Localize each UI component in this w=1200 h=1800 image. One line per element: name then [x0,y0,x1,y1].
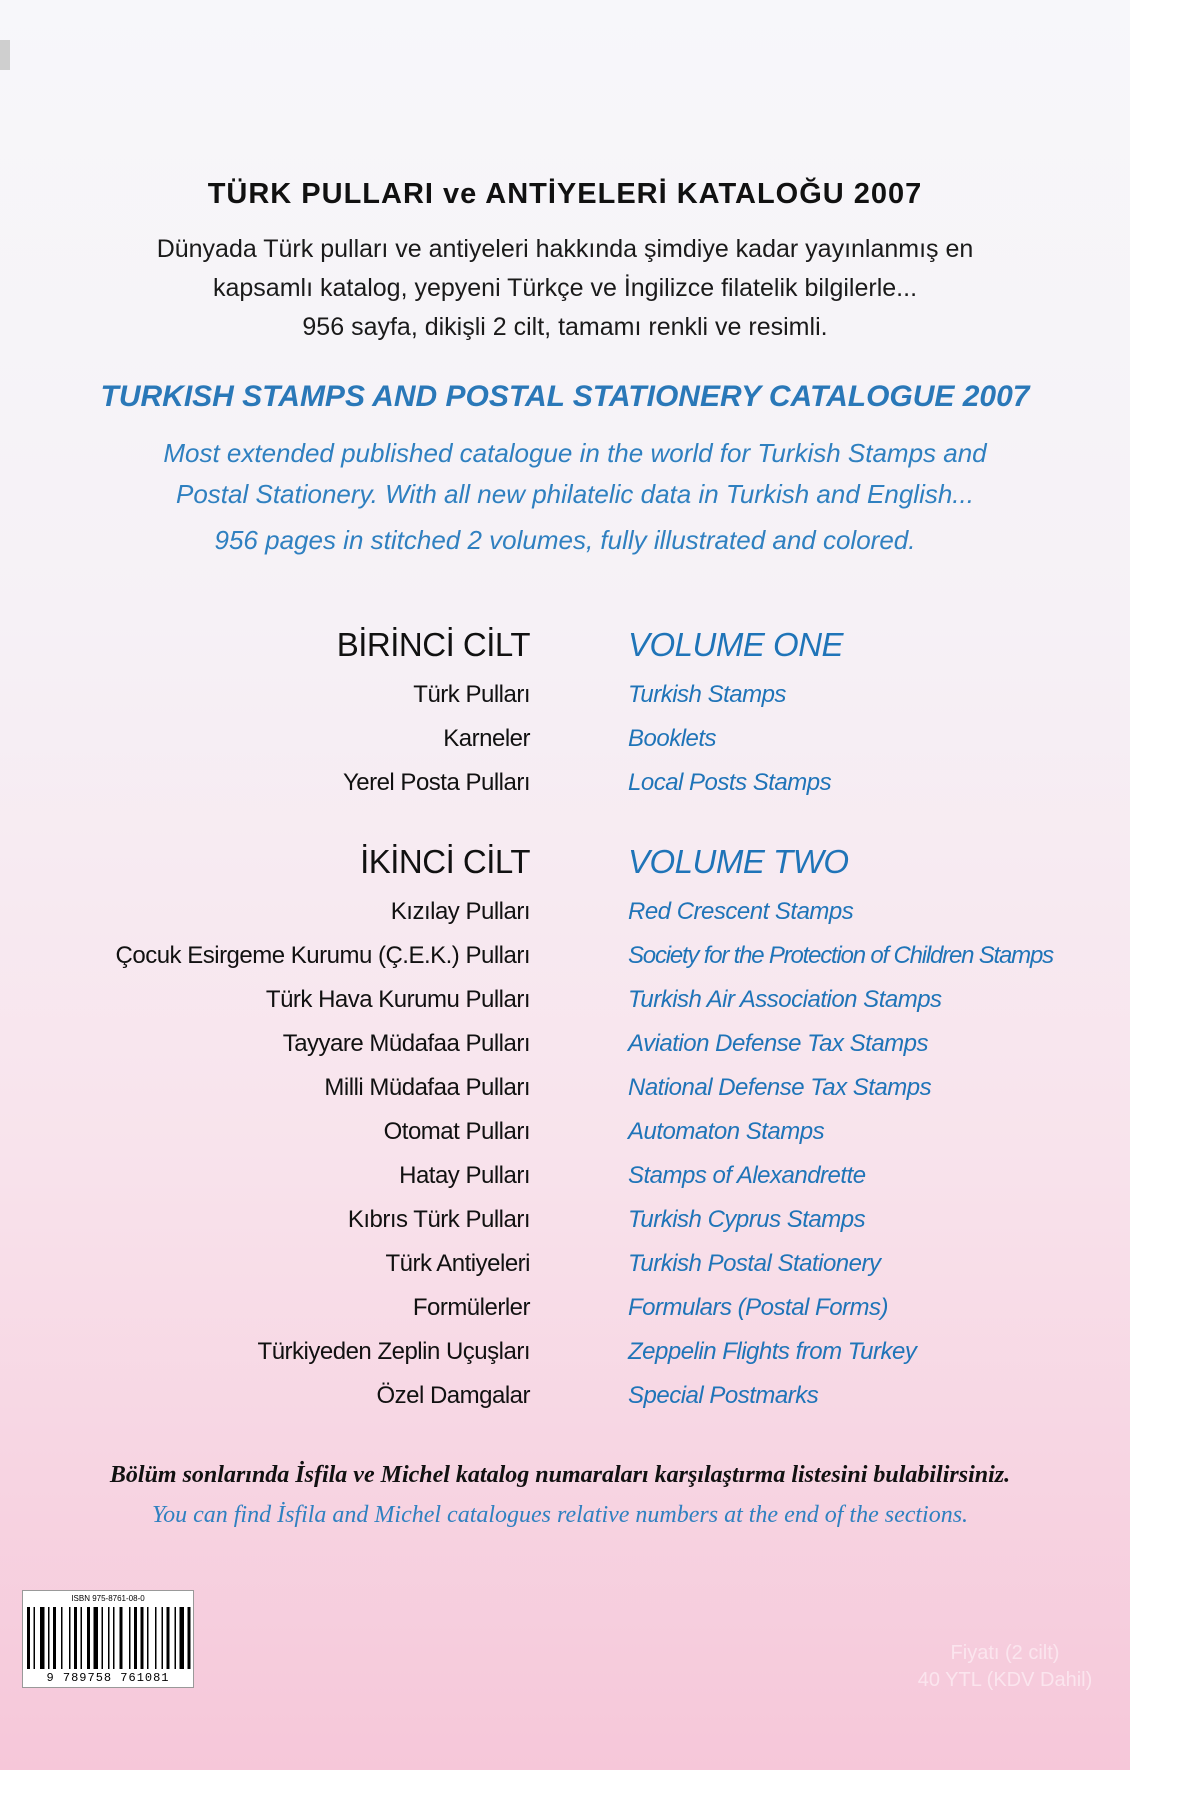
turkish-title: TÜRK PULLARI ve ANTİYELERİ KATALOĞU 2007 [207,178,923,210]
volume-one-heading-tr: BİRİNCİ CİLT [336,626,530,663]
volume-two-item-tr: Kızılay Pulları [390,898,530,925]
volume-two-item-tr: Türk Hava Kurumu Pulları [265,986,530,1013]
price-line: Fiyatı (2 cilt) [950,1642,1060,1664]
volume-two-item-tr: Milli Müdafaa Pulları [324,1074,530,1101]
isbn-number: ISBN 975-8761-08-0 [71,1594,145,1603]
footer-note-en: You can find İsfila and Michel catalogues relative numbers at the end of the sections. [151,1502,969,1528]
volume-two-item-en: Formulars (Postal Forms) [628,1294,889,1321]
volume-one-heading-en: VOLUME ONE [628,626,844,663]
barcode-digits: 9 789758 761081 [46,1671,170,1685]
volume-one-item-tr: Türk Pulları [413,681,530,708]
english-description-line: Most extended published catalogue in the world for Turkish Stamps and [163,438,987,468]
volume-two-item-en: Society for the Protection of Children Stamps [628,942,1053,969]
volume-one-item-en: Turkish Stamps [628,681,786,708]
volume-two-item-tr: Formülerler [412,1294,530,1321]
english-page-count: 956 pages in stitched 2 volumes, fully illustrated and colored. [214,525,916,555]
turkish-description-line: Dünyada Türk pulları ve antiyeleri hakkında şimdiye kadar yayınlanmış en [156,235,974,263]
english-description [100,433,1050,515]
volume-two-item-en: National Defense Tax Stamps [628,1074,932,1101]
barcode-bars-icon [25,1607,191,1671]
volume-two-item-tr: Hatay Pulları [399,1162,530,1189]
scan-edge-mark [0,40,10,70]
english-title: TURKISH STAMPS AND POSTAL STATIONERY CATALOGUE 2007 [100,380,1030,413]
footer-note-tr: Bölüm sonlarında İsfila ve Michel katalog numaraları karşılaştırma listesini bulabilirsiniz. [109,1462,1011,1488]
volume-two-item-tr: Özel Damgalar [376,1382,530,1409]
turkish-description [80,230,1050,347]
volume-two-item-tr: Kıbrıs Türk Pulları [347,1206,530,1233]
volume-two-item-en: Automaton Stamps [628,1118,825,1145]
volume-two-item-tr: Türk Antiyeleri [385,1250,530,1277]
turkish-description-line: 956 sayfa, dikişli 2 cilt, tamamı renkli ve resimli. [302,313,828,341]
volume-two-item-en: Special Postmarks [628,1382,819,1409]
volume-one-item-en: Local Posts Stamps [628,769,832,796]
volume-two-heading-tr: İKİNCİ CİLT [360,843,530,880]
volume-two-item-en: Red Crescent Stamps [628,898,854,925]
volume-two-item-tr: Otomat Pulları [383,1118,530,1145]
volume-two-item-en: Zeppelin Flights from Turkey [628,1338,917,1365]
volume-two-item-tr: Çocuk Esirgeme Kurumu (Ç.E.K.) Pulları [115,942,530,969]
volume-one-item-tr: Yerel Posta Pulları [342,769,530,796]
volume-two-item-en: Turkish Cyprus Stamps [628,1206,866,1233]
isbn-barcode [22,1590,194,1688]
volume-two-item-en: Turkish Air Association Stamps [628,986,942,1013]
english-description-line: Postal Stationery. With all new philatelic data in Turkish and English... [176,479,974,509]
volume-two-item-tr: Türkiyeden Zeplin Uçuşları [257,1338,530,1365]
volume-two-item-en: Aviation Defense Tax Stamps [628,1030,929,1057]
volume-two-heading-en: VOLUME TWO [628,843,849,880]
volume-two-item-tr: Tayyare Müdafaa Pulları [282,1030,530,1057]
volume-two-item-en: Turkish Postal Stationery [628,1250,881,1277]
volume-two-item-en: Stamps of Alexandrette [628,1162,866,1189]
price-line: 40 YTL (KDV Dahil) [917,1669,1093,1691]
turkish-description-line: kapsamlı katalog, yepyeni Türkçe ve İngilizce filatelik bilgilerle... [212,274,918,302]
volume-one-item-tr: Karneler [443,725,530,752]
price-label [880,1640,1130,1694]
volume-one-item-en: Booklets [628,725,717,752]
